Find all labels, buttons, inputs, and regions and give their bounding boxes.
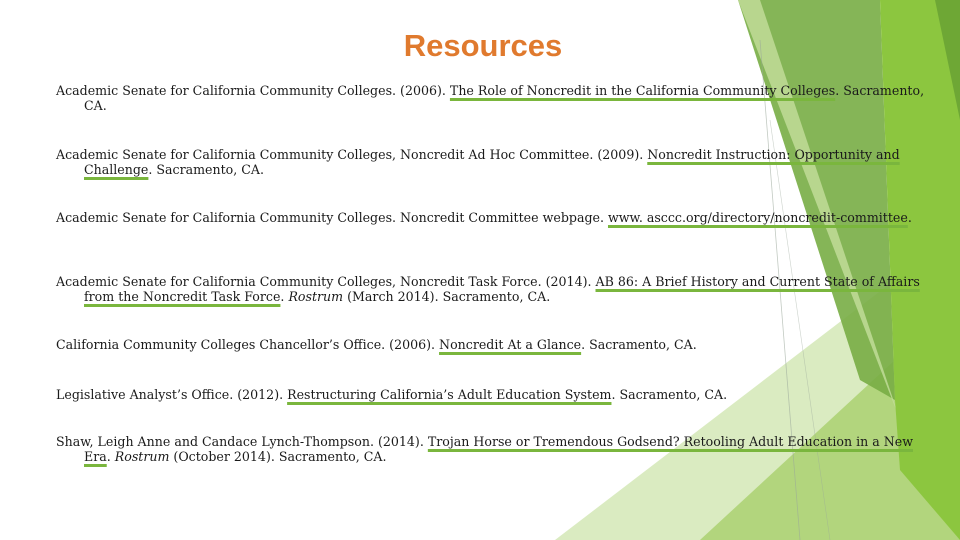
reference-text: (October 2014). Sacramento, CA. [169,449,387,464]
reference-text: Legislative Analyst’s Office. (2012). [56,387,288,402]
reference-text: . Sacramento, CA. [611,387,728,402]
reference-text: Academic Senate for California Community Colleges, Noncredit Ad Hoc Committee. (2009). [56,147,648,162]
reference-item [56,337,936,352]
reference-text: Academic Senate for California Community Colleges. (2006). [56,83,450,98]
reference-text: . Sacramento, CA. [148,162,265,177]
reference-item [56,434,936,464]
slide-title: Resources [403,28,563,63]
reference-item [56,387,936,402]
reference-text: . Sacramento, CA. [581,337,697,352]
reference-item [56,83,936,113]
reference-link[interactable]: Noncredit At a Glance [439,337,582,352]
reference-text: . [280,289,289,304]
reference-link[interactable]: AB 86: A Brief History and Current State of Affairs from the Noncredit Task Force [84,274,920,304]
reference-link[interactable]: Restructuring California’s Adult Education System [287,387,612,402]
reference-text: California Community Colleges Chancellor’s Office. (2006). [56,337,440,352]
reference-item [56,147,936,177]
reference-text: . [907,210,912,225]
journal-name: Rostrum [288,289,344,304]
reference-text: Academic Senate for California Community Colleges, Noncredit Task Force. (2014). [56,274,596,289]
reference-link[interactable]: Noncredit Instruction: Opportunity and Challenge [84,147,900,177]
reference-text: Shaw, Leigh Anne and Candace Lynch-Thompson. (2014). [56,434,428,449]
journal-name: Rostrum [114,449,170,464]
reference-text: (March 2014). Sacramento, CA. [343,289,551,304]
reference-link[interactable]: Trojan Horse or Tremendous Godsend? Retooling Adult Education in a New Era [84,434,913,464]
reference-link[interactable]: www. asccc.org/directory/noncredit-committee [607,210,908,225]
reference-link[interactable]: The Role of Noncredit in the California Community Colleges [449,83,836,98]
reference-item [56,210,936,225]
reference-text: . Sacramento, CA. [84,83,925,113]
reference-item [56,274,936,304]
reference-text: Academic Senate for California Community Colleges. Noncredit Committee webpage. [56,210,608,225]
reference-text: . [106,449,115,464]
